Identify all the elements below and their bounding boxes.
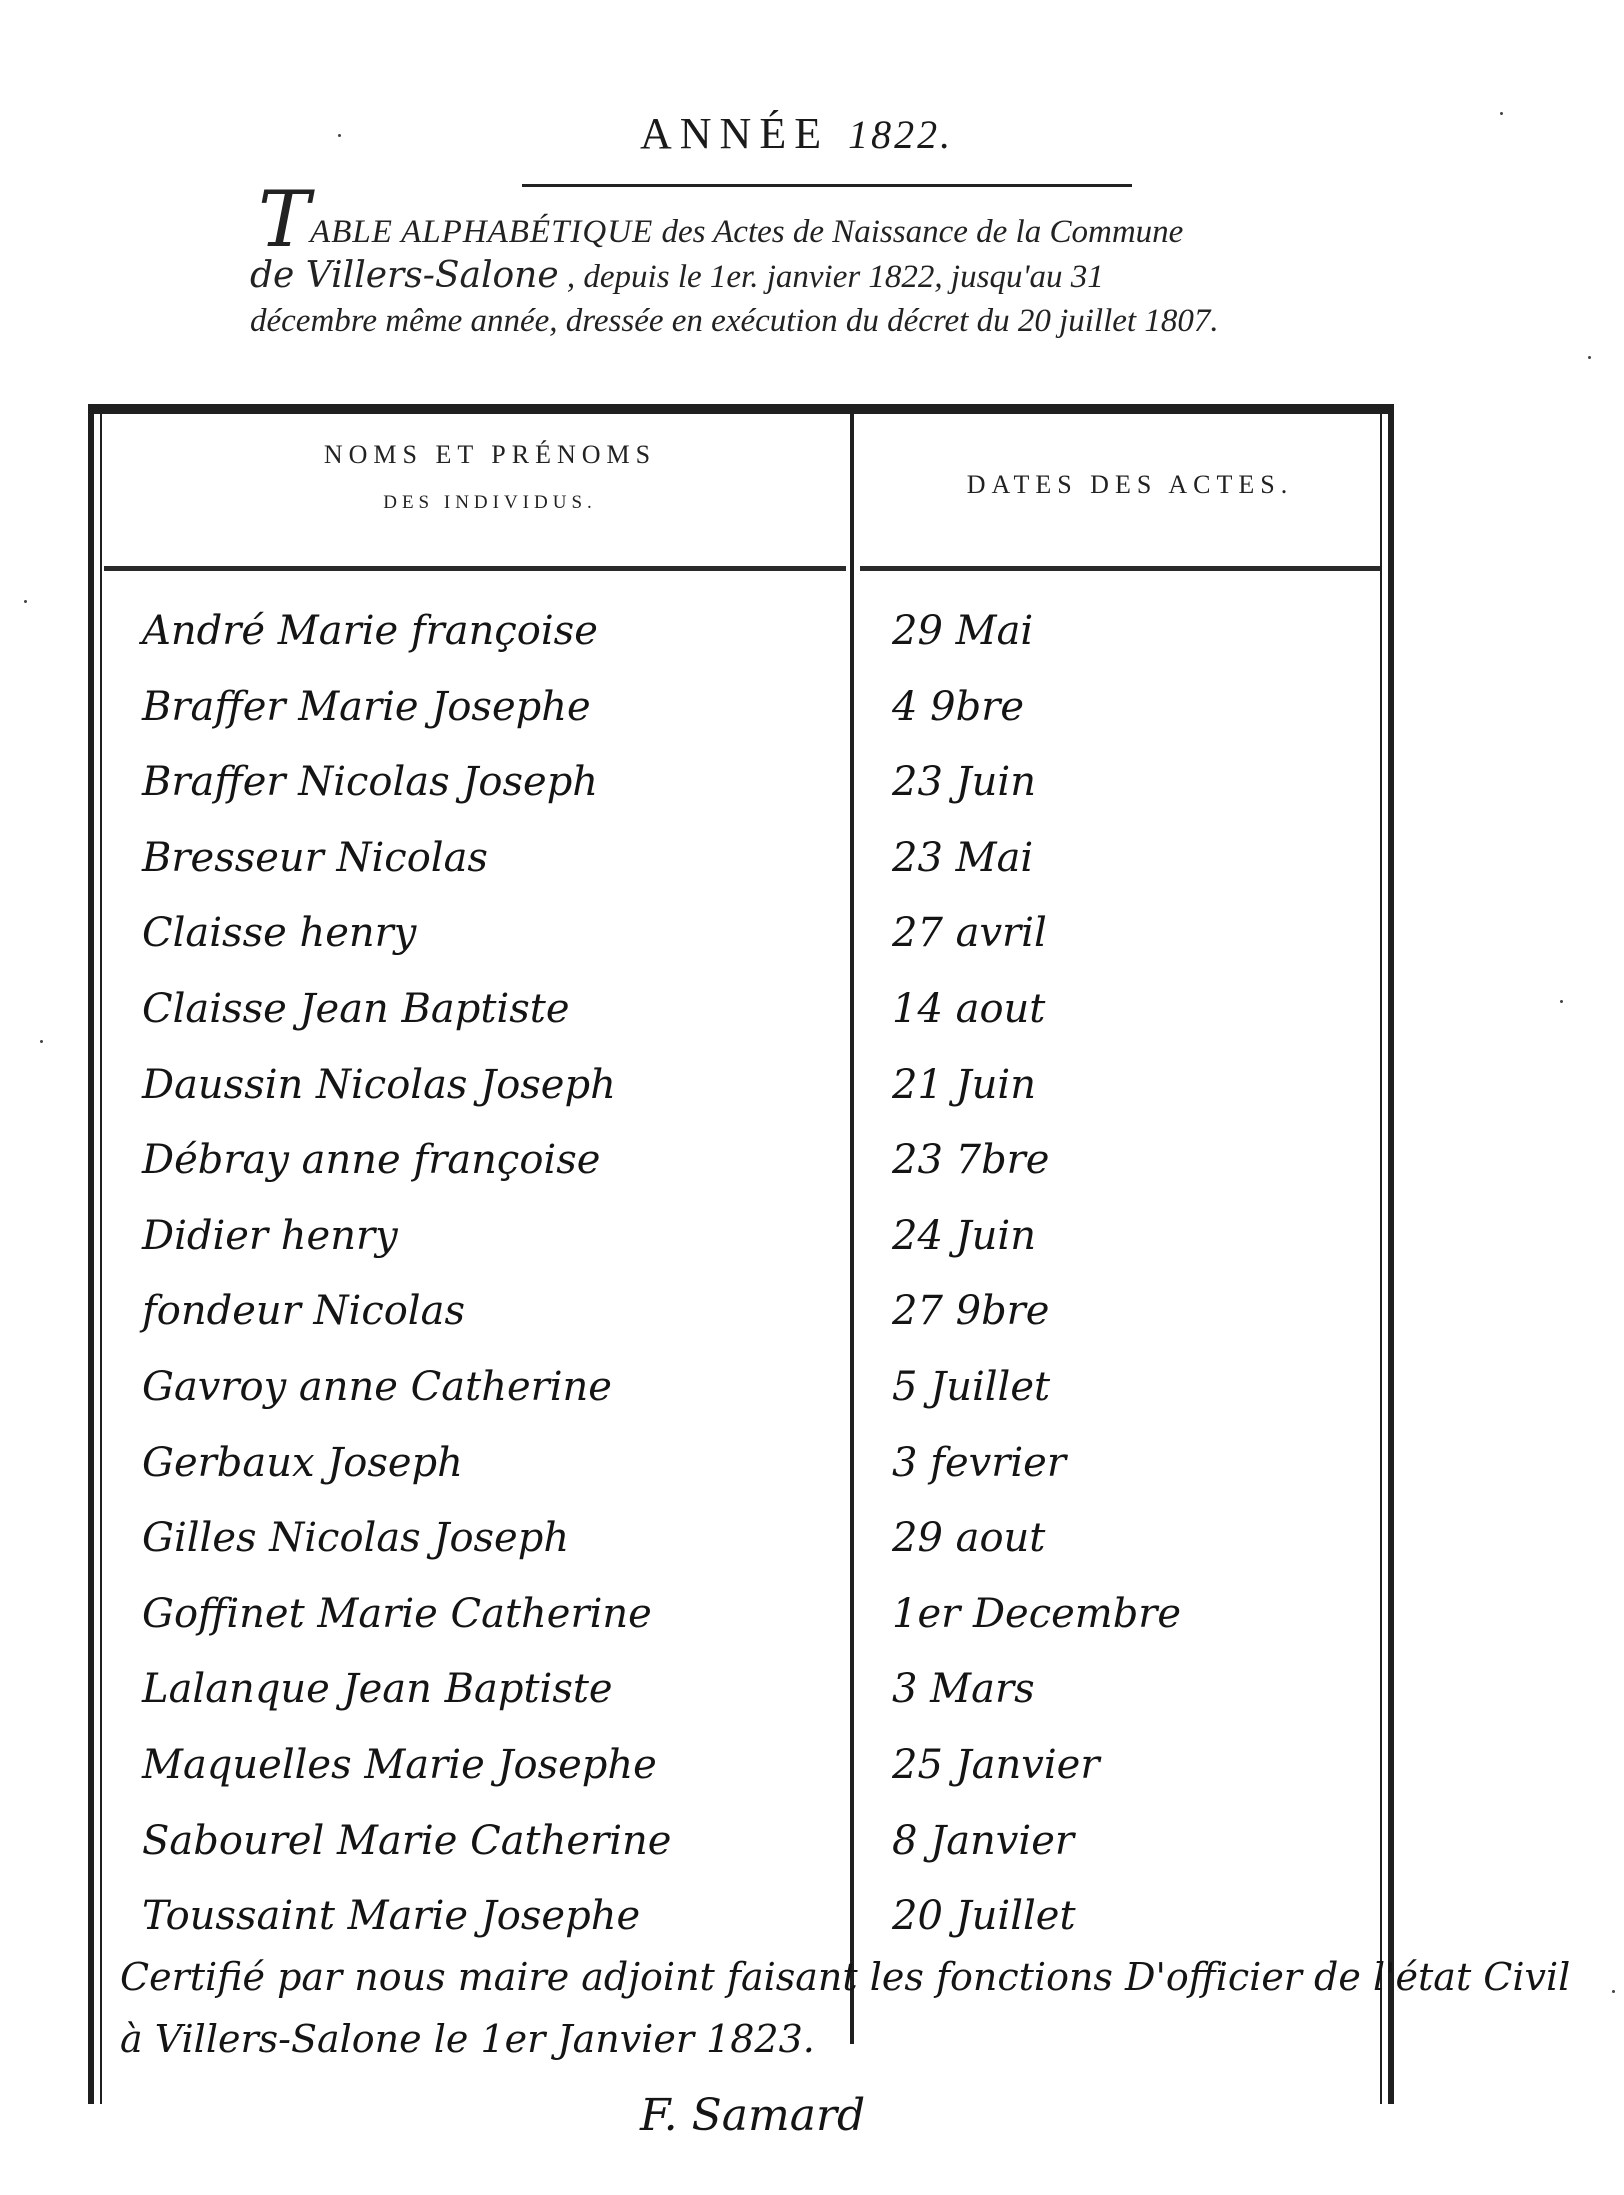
column-header-names-line2: DES INDIVIDUS. (383, 492, 597, 513)
title-line-1-rest: des Actes de Naissance de la Commune (661, 214, 1184, 250)
entry-name: Bresseur Nicolas (142, 834, 488, 881)
commune-name: e Villers-Salone (273, 255, 559, 296)
entry-date: 23 Mai (892, 834, 1034, 881)
entry-date: 1er Decembre (892, 1590, 1182, 1637)
entry-date: 21 Juin (892, 1061, 1036, 1108)
entry-name: Maquelles Marie Josephe (142, 1741, 657, 1788)
column-header-names (190, 440, 790, 514)
table-row (120, 902, 1380, 978)
year-value: 1822. (848, 112, 954, 157)
table-row (120, 1280, 1380, 1356)
entry-name: Sabourel Marie Catherine (142, 1817, 672, 1864)
entry-name: Daussin Nicolas Joseph (142, 1061, 616, 1108)
table-row (120, 676, 1380, 752)
frame-right-inner-border (1380, 404, 1382, 2104)
frame-right-border (1388, 404, 1394, 2104)
table-row (120, 1810, 1380, 1886)
header-rule-right (860, 566, 1380, 571)
entry-name: Claisse Jean Baptiste (142, 985, 570, 1032)
entry-date: 4 9bre (892, 683, 1025, 730)
entry-date: 29 aout (892, 1515, 1046, 1562)
entry-date: 27 avril (892, 910, 1047, 957)
entry-name: Lalanque Jean Baptiste (142, 1666, 613, 1713)
entry-name: Braffer Nicolas Joseph (142, 759, 599, 806)
entry-date: 23 7bre (892, 1137, 1050, 1184)
entry-name: Toussaint Marie Josephe (142, 1893, 641, 1940)
entry-name: Claisse henry (142, 910, 417, 957)
entry-name: Goffinet Marie Catherine (142, 1590, 652, 1637)
title-line-2 (250, 254, 1412, 299)
title-line-1 (250, 175, 1412, 265)
table-row (120, 1734, 1380, 1810)
table-row (120, 1432, 1380, 1508)
entry-date: 20 Juillet (892, 1893, 1076, 1940)
certification-line-2: à Villers-Salone le 1er Janvier 1823. (120, 2017, 815, 2061)
entry-name: Gilles Nicolas Joseph (142, 1515, 570, 1562)
title-line-2-rest: , depuis le 1er. janvier 1822, jusqu'au 31 (566, 259, 1104, 295)
title-table-word: ABLE (310, 214, 393, 250)
table-row (120, 1205, 1380, 1281)
entry-name: Gavroy anne Catherine (142, 1363, 612, 1410)
column-header-names-line1: NOMS ET PRÉNOMS (323, 440, 657, 469)
signature: F. Samard (640, 2090, 866, 2141)
entry-date: 29 Mai (892, 608, 1034, 654)
column-header-dates: DATES DES ACTES. (966, 470, 1294, 499)
title-line-3: décembre même année, dressée en exécution du décret du 20 juillet 1807. (250, 303, 1219, 339)
entry-date: 3 fevrier (892, 1439, 1066, 1486)
table-row (120, 600, 1380, 676)
title-alpha-word: ALPHABÉTIQUE (401, 214, 654, 250)
frame-left-border (88, 404, 94, 2104)
year-label: ANNÉE (640, 109, 830, 158)
table-row (120, 1583, 1380, 1659)
entry-name: Gerbaux Joseph (142, 1439, 463, 1486)
entry-date: 27 9bre (892, 1288, 1050, 1335)
table-row (120, 978, 1380, 1054)
certification-line-1: Certifié par nous maire adjoint faisant les fonctions D'officier de l'état Civil (120, 1955, 1571, 1999)
table-row (120, 751, 1380, 827)
table-row (120, 1129, 1380, 1205)
entries-list (120, 600, 1380, 1961)
table-row (120, 1054, 1380, 1130)
frame-top-border (88, 404, 1394, 414)
heading-rule (522, 184, 1132, 187)
entry-name: André Marie françoise (142, 608, 598, 654)
entry-date: 5 Juillet (892, 1363, 1051, 1410)
commune-prefix: d (250, 255, 274, 296)
entry-name: Braffer Marie Josephe (142, 683, 591, 730)
entry-name: Débray anne françoise (142, 1137, 601, 1184)
entry-name: Didier henry (142, 1212, 398, 1259)
table-row (120, 1356, 1380, 1432)
table-row (120, 827, 1380, 903)
table-row (120, 1658, 1380, 1734)
entry-date: 3 Mars (892, 1666, 1035, 1713)
year-heading (640, 108, 953, 159)
entry-date: 8 Janvier (892, 1817, 1074, 1864)
title-initial: T (258, 175, 311, 265)
entry-name: fondeur Nicolas (142, 1288, 465, 1335)
header-rule-left (104, 566, 846, 571)
entry-date: 25 Janvier (892, 1741, 1100, 1788)
table-title (250, 175, 1412, 343)
table-row (120, 1507, 1380, 1583)
entry-date: 14 aout (892, 985, 1046, 1032)
entry-date: 23 Juin (892, 759, 1036, 806)
entry-date: 24 Juin (892, 1212, 1036, 1259)
certification (120, 1946, 1620, 2070)
frame-left-inner-border (100, 404, 102, 2104)
